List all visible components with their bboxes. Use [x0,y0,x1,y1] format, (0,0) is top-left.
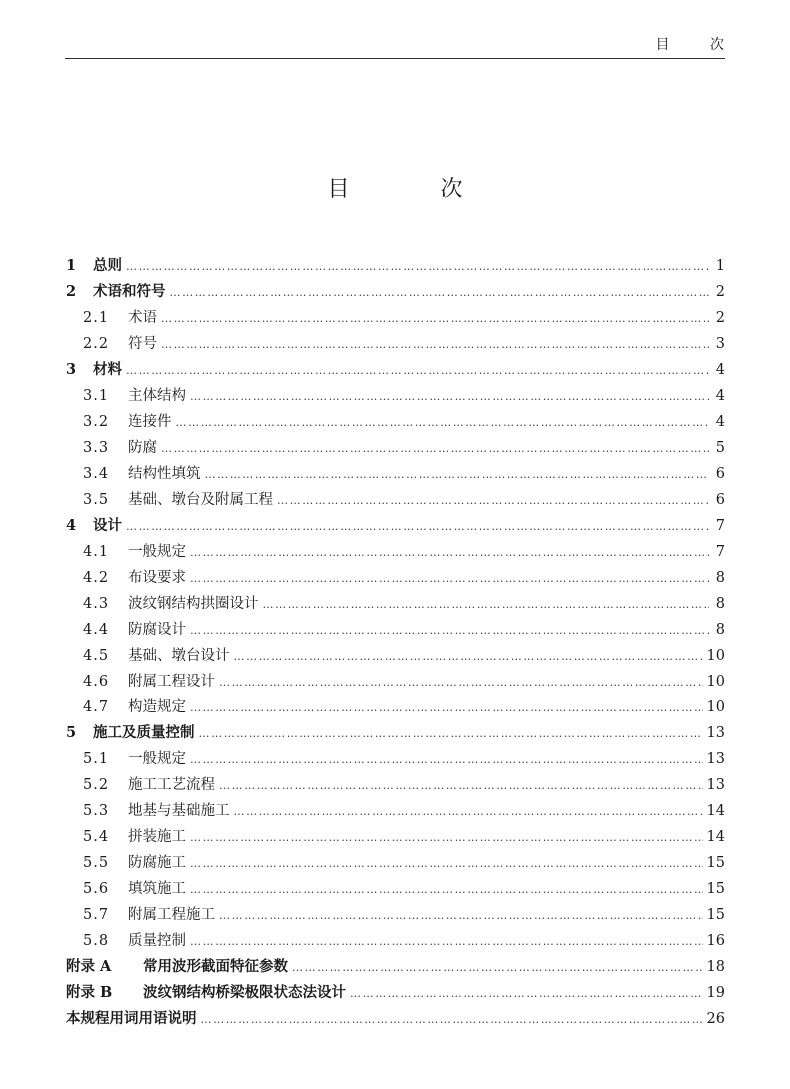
toc-entry-number: 5.6 [83,881,110,898]
toc-leader-dots [126,360,709,382]
toc-entry-title: 拼装施工 [128,829,186,846]
toc-entry-page: 5 [715,439,725,456]
toc-entry[interactable] [66,645,725,671]
toc-entry-title: 基础、墩台及附属工程 [128,491,273,508]
toc-entry-page: 8 [715,595,725,612]
toc-entry-title: 防腐 [128,439,157,456]
toc-entry-page: 15 [706,855,725,872]
toc-entry-title: 附属工程设计 [128,673,215,690]
toc-leader-dots [170,282,710,304]
toc-entry-page: 3 [715,335,725,352]
page-title: 目 次 [327,177,505,202]
toc-entry-number: 5.4 [83,829,110,846]
toc-entry-title: 填筑施工 [128,881,186,898]
toc-entry-number: 4.6 [83,673,110,690]
toc-entry-page: 26 [706,1011,725,1028]
toc-entry[interactable] [66,541,725,567]
toc-entry-page: 6 [715,491,725,508]
toc-leader-dots [190,749,703,771]
toc-entry-number: 3.3 [83,439,110,456]
toc-entry-page: 7 [715,517,725,534]
toc-entry-title: 符号 [128,335,157,352]
toc-entry-title: 基础、墩台设计 [128,647,230,664]
toc-entry[interactable] [66,722,725,748]
toc-entry-number: 3.1 [83,387,110,404]
toc-entry-page: 8 [715,621,725,638]
toc-entry-page: 10 [706,647,725,664]
toc-entry-page: 2 [715,309,725,326]
toc-entry-title: 防腐施工 [128,855,186,872]
toc-leader-dots [277,490,709,512]
toc-leader-dots [190,568,709,590]
toc-entry-page: 2 [715,283,725,300]
toc-entry-page: 6 [715,465,725,482]
toc-entry[interactable] [66,696,725,722]
toc-leader-dots [201,1009,703,1031]
toc-entry-page: 16 [706,933,725,950]
toc-entry[interactable] [66,515,725,541]
toc-entry-page: 4 [715,361,725,378]
toc-entry-number: 4.2 [83,569,110,586]
toc-entry-number: 2.1 [83,309,110,326]
toc-entry-title: 常用波形截面特征参数 [143,958,288,976]
toc-leader-dots [161,334,709,356]
toc-leader-dots [292,957,703,979]
toc-entry-number: 3.2 [83,413,110,430]
toc-leader-dots [190,620,709,642]
toc-leader-dots [350,983,703,1005]
toc-entry-page: 13 [706,777,725,794]
toc-entry-page: 15 [706,881,725,898]
toc-entry[interactable] [66,333,725,359]
toc-entry-page: 14 [706,803,725,820]
toc-entry[interactable] [66,463,725,489]
toc-entry-title: 布设要求 [128,569,186,586]
toc-entry-page: 10 [706,673,725,690]
toc-leader-dots [190,853,703,875]
toc-leader-dots [190,879,703,901]
toc-entry-number: 4 [66,516,77,534]
toc-entry-number: 5.8 [83,933,110,950]
toc-entry[interactable] [66,281,725,307]
toc-entry-number: 附录 B [66,984,113,1002]
toc-entry[interactable] [66,411,725,437]
toc-entry-number: 4.5 [83,647,110,664]
toc-entry[interactable] [66,930,725,956]
toc-entry-title: 本规程用词用语说明 [66,1010,197,1028]
toc-leader-dots [176,412,710,434]
toc-leader-dots [126,256,709,278]
toc-entry-title: 连接件 [128,413,172,430]
toc-entry-page: 18 [706,959,725,976]
toc-entry[interactable] [66,878,725,904]
toc-entry[interactable] [66,982,725,1008]
toc-leader-dots [263,594,710,616]
toc-entry-number: 5.1 [83,751,110,768]
toc-entry[interactable] [66,489,725,515]
toc-entry-title: 施工工艺流程 [128,777,215,794]
toc-entry-title: 一般规定 [128,543,186,560]
toc-entry-title: 防腐设计 [128,621,186,638]
toc-entry-title: 地基与基础施工 [128,803,230,820]
toc-entry[interactable] [66,904,725,930]
toc-entry[interactable] [66,956,725,982]
toc-entry-title: 一般规定 [128,751,186,768]
toc-entry[interactable] [66,800,725,826]
toc-entry-page: 13 [706,751,725,768]
toc-entry-number: 4.3 [83,595,110,612]
toc-leader-dots [126,516,709,538]
toc-entry[interactable] [66,852,725,878]
toc-entry-page: 14 [706,829,725,846]
toc-leader-dots [205,464,710,486]
toc-entry-number: 5.2 [83,777,110,794]
toc-entry-number: 5.7 [83,907,110,924]
toc-entry[interactable] [66,748,725,774]
running-head: 目 次 [655,37,742,53]
toc-entry-page: 15 [706,907,725,924]
table-of-contents [66,255,725,1034]
toc-entry[interactable] [66,385,725,411]
toc-leader-dots [190,931,703,953]
toc-entry-number: 2 [66,282,77,300]
toc-entry[interactable] [66,437,725,463]
toc-leader-dots [219,672,703,694]
toc-entry-title: 术语和符号 [93,282,166,300]
toc-entry-title: 波纹钢结构拱圈设计 [128,595,259,612]
toc-entry[interactable] [66,567,725,593]
toc-entry-title: 附属工程施工 [128,907,215,924]
toc-leader-dots [190,542,709,564]
toc-entry-page: 1 [715,258,725,274]
toc-entry-page: 4 [715,413,725,430]
header-rule [65,58,725,59]
toc-entry-page: 10 [706,699,725,716]
toc-entry-title: 质量控制 [128,933,186,950]
toc-entry[interactable] [66,619,725,645]
toc-entry-title: 波纹钢结构桥梁极限状态法设计 [143,984,346,1002]
toc-entry-number: 3.4 [83,465,110,482]
toc-entry-title: 总则 [93,257,122,274]
toc-entry[interactable] [66,593,725,619]
toc-entry[interactable] [66,359,725,385]
toc-entry[interactable] [66,826,725,852]
toc-entry-title: 结构性填筑 [128,465,201,482]
toc-entry-number: 1 [66,257,77,274]
toc-entry-number: 3 [66,360,77,378]
toc-leader-dots [161,438,709,460]
toc-entry-page: 7 [715,543,725,560]
toc-entry-title: 施工及质量控制 [93,724,195,742]
toc-entry-number: 2.2 [83,335,110,352]
toc-entry-number: 附录 A [66,958,112,976]
toc-entry-title: 术语 [128,309,157,326]
toc-leader-dots [190,697,703,719]
toc-leader-dots [161,308,709,330]
toc-leader-dots [190,386,709,408]
toc-entry-number: 4.4 [83,621,110,638]
toc-entry-title: 材料 [93,360,122,378]
toc-entry-number: 5.3 [83,803,110,820]
toc-leader-dots [234,646,703,668]
toc-entry[interactable] [66,255,725,281]
toc-entry[interactable] [66,671,725,697]
toc-entry-number: 5.5 [83,855,110,872]
toc-entry-title: 构造规定 [128,699,186,716]
toc-entry[interactable] [66,307,725,333]
toc-entry-page: 13 [706,725,725,742]
toc-leader-dots [219,905,703,927]
toc-entry-number: 5 [66,724,77,742]
toc-entry[interactable] [66,1008,725,1034]
toc-leader-dots [234,801,703,823]
toc-entry[interactable] [66,774,725,800]
toc-entry-title: 设计 [93,516,122,534]
toc-leader-dots [199,723,703,745]
toc-entry-number: 4.7 [83,699,110,716]
toc-entry-page: 19 [706,985,725,1002]
toc-entry-title: 主体结构 [128,387,186,404]
toc-leader-dots [190,827,703,849]
toc-entry-page: 4 [715,387,725,404]
toc-entry-number: 3.5 [83,491,110,508]
toc-entry-number: 4.1 [83,543,110,560]
toc-entry-page: 8 [715,569,725,586]
toc-leader-dots [219,775,703,797]
